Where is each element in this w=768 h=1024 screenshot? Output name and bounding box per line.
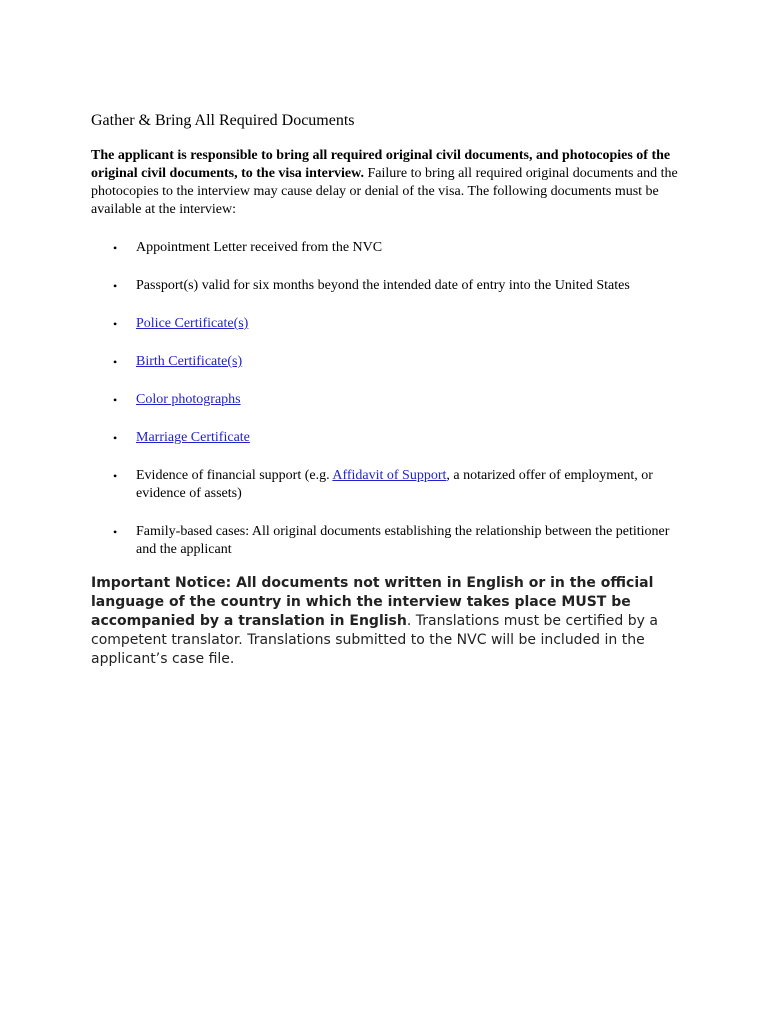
bullet-icon: • <box>113 525 118 539</box>
required-documents-list <box>91 239 691 559</box>
list-item-text: Family-based cases: All original documents establishing the relationship between the petitioner and the applicant <box>136 524 670 557</box>
bullet-icon: • <box>113 393 118 407</box>
list-item-birth-certificate <box>91 353 684 371</box>
list-item-text: Passport(s) valid for six months beyond the intended date of entry into the United States <box>136 278 630 293</box>
important-notice-bold: Important Notice: All documents not written in English or in the official language of the country in which the interview takes place MUST be accompanied by a translation in English <box>91 575 654 629</box>
intro-regular-text: Failure to bring all required original documents and the photocopies to the interview may cause delay or denial of the visa. The following documents must be available at the interview: <box>91 166 678 217</box>
bullet-icon: • <box>113 355 118 369</box>
bullet-icon: • <box>113 469 118 483</box>
bullet-icon: • <box>113 317 118 331</box>
important-notice <box>91 574 661 669</box>
bullet-icon: • <box>113 431 118 445</box>
intro-bold-text: The applicant is responsible to bring all required original civil documents, and photocopies of the original civil documents, to the visa interview. <box>91 148 671 181</box>
list-item-color-photographs <box>91 391 684 409</box>
list-item-text: Appointment Letter received from the NVC <box>136 240 383 255</box>
bullet-icon: • <box>113 279 118 293</box>
section-heading: Gather & Bring All Required Documents <box>91 112 355 129</box>
document-content <box>91 111 691 669</box>
bullet-icon: • <box>113 241 118 255</box>
color-photographs-link[interactable]: Color photographs <box>136 392 241 407</box>
affidavit-of-support-link[interactable]: Affidavit of Support <box>332 468 447 483</box>
intro-paragraph <box>91 147 681 219</box>
list-item-passport <box>91 277 684 295</box>
list-item-appointment-letter <box>91 239 684 257</box>
list-item-family-based-cases <box>91 523 684 559</box>
birth-certificate-link[interactable]: Birth Certificate(s) <box>136 354 243 369</box>
police-certificate-link[interactable]: Police Certificate(s) <box>136 316 249 331</box>
list-item-financial-support <box>91 467 684 503</box>
financial-support-text-before: Evidence of financial support (e.g. <box>136 468 333 483</box>
list-item-police-certificate <box>91 315 684 333</box>
financial-support-text-after: , a notarized offer of employment, or evidence of assets) <box>136 468 653 501</box>
important-notice-regular: . Translations must be certified by a competent translator. Translations submitted to the NVC will be included in the applicant’s case file. <box>91 613 658 667</box>
marriage-certificate-link[interactable]: Marriage Certificate <box>136 430 250 445</box>
list-item-marriage-certificate <box>91 429 684 447</box>
